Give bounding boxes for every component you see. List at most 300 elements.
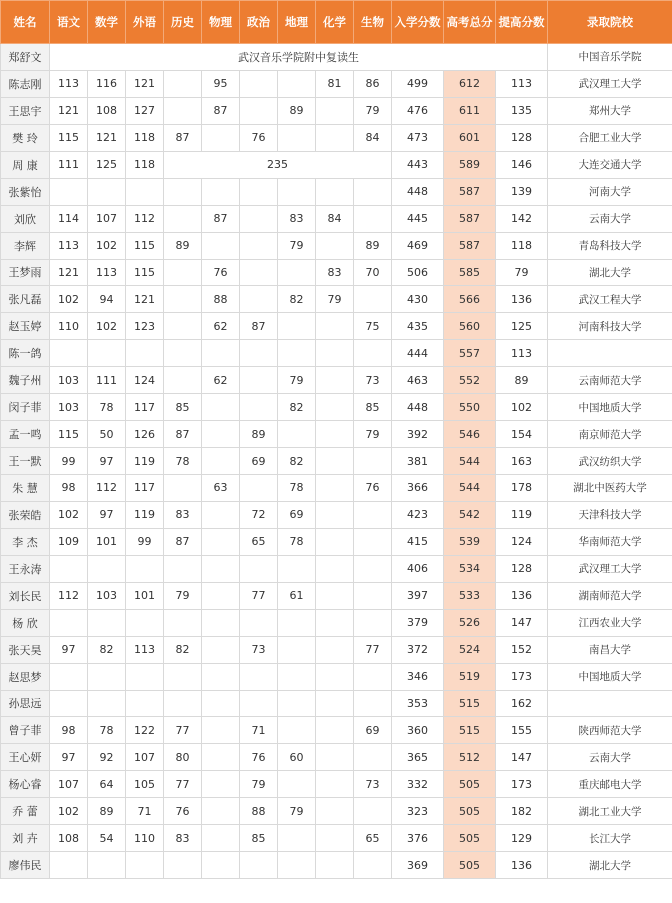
score-chemistry [316, 367, 354, 394]
gaokao-total: 550 [444, 394, 496, 421]
entry-score: 346 [392, 663, 444, 690]
score-foreign: 127 [126, 97, 164, 124]
entry-score: 406 [392, 555, 444, 582]
score-geography: 79 [278, 798, 316, 825]
score-chinese: 115 [50, 421, 88, 448]
score-chinese: 113 [50, 232, 88, 259]
header-chinese: 语文 [50, 1, 88, 44]
admitted-school: 陕西师范大学 [548, 717, 672, 744]
score-foreign [126, 178, 164, 205]
entry-score: 323 [392, 798, 444, 825]
gaokao-total: 505 [444, 798, 496, 825]
score-math: 97 [88, 448, 126, 475]
score-chemistry [316, 798, 354, 825]
score-history: 77 [164, 771, 202, 798]
score-biology [354, 582, 392, 609]
improvement-score: 163 [496, 448, 548, 475]
score-math: 94 [88, 286, 126, 313]
score-politics: 89 [240, 421, 278, 448]
student-name: 王永涛 [1, 555, 50, 582]
entry-score: 353 [392, 690, 444, 717]
score-history: 82 [164, 636, 202, 663]
score-chinese [50, 663, 88, 690]
score-math: 64 [88, 771, 126, 798]
score-foreign: 110 [126, 825, 164, 852]
gaokao-total: 611 [444, 97, 496, 124]
score-physics: 76 [202, 259, 240, 286]
improvement-score: 173 [496, 771, 548, 798]
score-chemistry [316, 852, 354, 879]
student-name: 赵思梦 [1, 663, 50, 690]
entry-score: 376 [392, 825, 444, 852]
student-name: 张紫怡 [1, 178, 50, 205]
score-politics [240, 555, 278, 582]
gaokao-total: 587 [444, 232, 496, 259]
table-row [1, 582, 672, 609]
header-admitted-school: 录取院校 [548, 1, 672, 44]
score-chinese [50, 609, 88, 636]
score-chinese: 110 [50, 313, 88, 340]
score-chemistry [316, 555, 354, 582]
improvement-score: 173 [496, 663, 548, 690]
score-chemistry: 79 [316, 286, 354, 313]
score-biology: 86 [354, 70, 392, 97]
score-physics [202, 528, 240, 555]
score-physics: 88 [202, 286, 240, 313]
score-politics: 87 [240, 313, 278, 340]
score-geography [278, 70, 316, 97]
entry-score: 415 [392, 528, 444, 555]
score-geography: 78 [278, 528, 316, 555]
score-chemistry [316, 448, 354, 475]
score-biology: 79 [354, 97, 392, 124]
score-chemistry [316, 501, 354, 528]
score-math: 113 [88, 259, 126, 286]
score-chemistry [316, 690, 354, 717]
student-name: 朱 慧 [1, 475, 50, 502]
score-biology: 75 [354, 313, 392, 340]
table-row [1, 528, 672, 555]
gaokao-total: 505 [444, 825, 496, 852]
score-biology [354, 286, 392, 313]
score-politics [240, 205, 278, 232]
score-foreign [126, 663, 164, 690]
score-physics [202, 663, 240, 690]
score-chinese: 109 [50, 528, 88, 555]
score-foreign: 123 [126, 313, 164, 340]
student-name: 张荣皓 [1, 501, 50, 528]
score-politics [240, 259, 278, 286]
score-politics [240, 178, 278, 205]
score-biology: 73 [354, 367, 392, 394]
score-history [164, 205, 202, 232]
score-politics [240, 852, 278, 879]
improvement-score: 182 [496, 798, 548, 825]
score-geography: 82 [278, 448, 316, 475]
score-biology: 65 [354, 825, 392, 852]
admitted-school: 河南科技大学 [548, 313, 672, 340]
table-row [1, 124, 672, 151]
improvement-score: 79 [496, 259, 548, 286]
score-foreign: 121 [126, 70, 164, 97]
score-foreign: 107 [126, 744, 164, 771]
gaokao-total: 546 [444, 421, 496, 448]
score-chemistry [316, 636, 354, 663]
score-biology [354, 555, 392, 582]
score-physics [202, 690, 240, 717]
score-foreign: 115 [126, 232, 164, 259]
score-math: 108 [88, 97, 126, 124]
score-history: 83 [164, 501, 202, 528]
score-geography: 60 [278, 744, 316, 771]
score-geography [278, 717, 316, 744]
score-chemistry [316, 825, 354, 852]
score-chemistry [316, 421, 354, 448]
score-history: 78 [164, 448, 202, 475]
header-improvement: 提高分数 [496, 1, 548, 44]
score-chemistry [316, 340, 354, 367]
gaokao-total: 512 [444, 744, 496, 771]
score-foreign: 122 [126, 717, 164, 744]
student-name: 孟一鸣 [1, 421, 50, 448]
student-name: 陈志刚 [1, 70, 50, 97]
score-chemistry [316, 528, 354, 555]
gaokao-total: 544 [444, 448, 496, 475]
score-physics [202, 609, 240, 636]
gaokao-total: 526 [444, 609, 496, 636]
score-biology: 77 [354, 636, 392, 663]
score-politics: 88 [240, 798, 278, 825]
score-foreign: 118 [126, 151, 164, 178]
admitted-school: 武汉纺织大学 [548, 448, 672, 475]
gaokao-total: 534 [444, 555, 496, 582]
repeat-student-note: 武汉音乐学院附中复读生 [50, 44, 548, 71]
score-politics [240, 394, 278, 421]
score-foreign: 99 [126, 528, 164, 555]
score-math: 121 [88, 124, 126, 151]
score-math: 54 [88, 825, 126, 852]
score-politics: 77 [240, 582, 278, 609]
admitted-school: 南京师范大学 [548, 421, 672, 448]
score-math: 112 [88, 475, 126, 502]
table-row [1, 44, 672, 71]
student-name: 周 康 [1, 151, 50, 178]
score-physics [202, 394, 240, 421]
score-geography [278, 178, 316, 205]
score-geography: 79 [278, 367, 316, 394]
student-name: 张凡磊 [1, 286, 50, 313]
gaokao-total: 542 [444, 501, 496, 528]
score-history: 76 [164, 798, 202, 825]
score-chinese: 103 [50, 394, 88, 421]
score-chinese: 99 [50, 448, 88, 475]
entry-score: 397 [392, 582, 444, 609]
table-row [1, 663, 672, 690]
student-name: 陈一鸽 [1, 340, 50, 367]
entry-score: 469 [392, 232, 444, 259]
score-chemistry: 83 [316, 259, 354, 286]
student-name: 郑舒文 [1, 44, 50, 71]
score-history: 89 [164, 232, 202, 259]
gaokao-total: 601 [444, 124, 496, 151]
admitted-school [548, 340, 672, 367]
score-history: 87 [164, 421, 202, 448]
header-physics: 物理 [202, 1, 240, 44]
score-history: 83 [164, 825, 202, 852]
score-chinese: 97 [50, 744, 88, 771]
gaokao-total: 585 [444, 259, 496, 286]
gaokao-total: 587 [444, 205, 496, 232]
score-history [164, 70, 202, 97]
score-chemistry [316, 663, 354, 690]
score-history [164, 340, 202, 367]
header-biology: 生物 [354, 1, 392, 44]
score-physics [202, 771, 240, 798]
score-biology [354, 663, 392, 690]
score-chinese: 112 [50, 582, 88, 609]
score-math: 78 [88, 717, 126, 744]
improvement-score: 139 [496, 178, 548, 205]
score-math: 116 [88, 70, 126, 97]
student-name: 樊 玲 [1, 124, 50, 151]
entry-score: 366 [392, 475, 444, 502]
score-physics: 95 [202, 70, 240, 97]
score-history [164, 259, 202, 286]
student-name: 刘长民 [1, 582, 50, 609]
student-name: 王梦雨 [1, 259, 50, 286]
entry-score: 445 [392, 205, 444, 232]
score-geography: 82 [278, 394, 316, 421]
score-math [88, 663, 126, 690]
score-foreign: 124 [126, 367, 164, 394]
header-history: 历史 [164, 1, 202, 44]
score-foreign: 119 [126, 448, 164, 475]
student-name: 张天昊 [1, 636, 50, 663]
score-biology [354, 690, 392, 717]
entry-score: 423 [392, 501, 444, 528]
score-geography: 89 [278, 97, 316, 124]
score-foreign [126, 690, 164, 717]
student-name: 刘欣 [1, 205, 50, 232]
table-body [1, 44, 672, 879]
entry-score: 379 [392, 609, 444, 636]
gaokao-total: 524 [444, 636, 496, 663]
score-biology [354, 501, 392, 528]
admitted-school: 重庆邮电大学 [548, 771, 672, 798]
score-politics: 76 [240, 744, 278, 771]
gaokao-total: 557 [444, 340, 496, 367]
gaokao-total: 566 [444, 286, 496, 313]
gaokao-total: 552 [444, 367, 496, 394]
score-math [88, 178, 126, 205]
score-biology: 89 [354, 232, 392, 259]
score-foreign: 113 [126, 636, 164, 663]
score-politics [240, 97, 278, 124]
entry-score: 365 [392, 744, 444, 771]
entry-score: 435 [392, 313, 444, 340]
score-geography [278, 555, 316, 582]
score-history: 87 [164, 528, 202, 555]
admitted-school: 南昌大学 [548, 636, 672, 663]
table-row [1, 232, 672, 259]
score-geography [278, 421, 316, 448]
score-foreign [126, 609, 164, 636]
entry-score: 444 [392, 340, 444, 367]
score-history [164, 286, 202, 313]
gaokao-total: 612 [444, 70, 496, 97]
header-chemistry: 化学 [316, 1, 354, 44]
score-chemistry [316, 717, 354, 744]
score-chinese: 102 [50, 286, 88, 313]
student-name: 魏子州 [1, 367, 50, 394]
score-biology: 84 [354, 124, 392, 151]
improvement-score: 128 [496, 124, 548, 151]
score-foreign: 117 [126, 394, 164, 421]
score-chemistry [316, 582, 354, 609]
score-physics: 87 [202, 205, 240, 232]
admitted-school: 大连交通大学 [548, 151, 672, 178]
score-geography [278, 313, 316, 340]
improvement-score: 155 [496, 717, 548, 744]
admitted-school: 中国音乐学院 [548, 44, 672, 71]
score-biology [354, 744, 392, 771]
score-math: 97 [88, 501, 126, 528]
table-row [1, 70, 672, 97]
score-geography [278, 771, 316, 798]
score-physics [202, 798, 240, 825]
score-math [88, 690, 126, 717]
entry-score: 360 [392, 717, 444, 744]
score-history: 77 [164, 717, 202, 744]
score-history [164, 97, 202, 124]
score-chemistry [316, 313, 354, 340]
improvement-score: 135 [496, 97, 548, 124]
score-chinese: 107 [50, 771, 88, 798]
score-chinese: 102 [50, 798, 88, 825]
score-chinese: 114 [50, 205, 88, 232]
table-row [1, 475, 672, 502]
score-politics [240, 609, 278, 636]
admitted-school: 湖北工业大学 [548, 798, 672, 825]
improvement-score: 142 [496, 205, 548, 232]
gaokao-total: 515 [444, 690, 496, 717]
score-math: 125 [88, 151, 126, 178]
improvement-score: 129 [496, 825, 548, 852]
admitted-school: 湖北大学 [548, 259, 672, 286]
score-physics [202, 555, 240, 582]
score-history [164, 690, 202, 717]
score-biology: 69 [354, 717, 392, 744]
admitted-school: 武汉工程大学 [548, 286, 672, 313]
score-politics [240, 663, 278, 690]
score-history: 85 [164, 394, 202, 421]
table-row [1, 151, 672, 178]
score-geography: 61 [278, 582, 316, 609]
table-row [1, 97, 672, 124]
score-math [88, 852, 126, 879]
score-politics: 79 [240, 771, 278, 798]
improvement-score: 162 [496, 690, 548, 717]
entry-score: 430 [392, 286, 444, 313]
student-name: 杨心睿 [1, 771, 50, 798]
admitted-school: 湖北大学 [548, 852, 672, 879]
score-foreign: 117 [126, 475, 164, 502]
score-chemistry [316, 178, 354, 205]
entry-score: 448 [392, 394, 444, 421]
score-biology [354, 448, 392, 475]
admitted-school: 云南大学 [548, 744, 672, 771]
improvement-score: 146 [496, 151, 548, 178]
score-chinese: 108 [50, 825, 88, 852]
admitted-school: 云南师范大学 [548, 367, 672, 394]
score-math: 101 [88, 528, 126, 555]
score-biology [354, 798, 392, 825]
entry-score: 463 [392, 367, 444, 394]
improvement-score: 154 [496, 421, 548, 448]
score-math: 111 [88, 367, 126, 394]
table-row [1, 259, 672, 286]
admitted-school: 江西农业大学 [548, 609, 672, 636]
score-politics: 76 [240, 124, 278, 151]
score-physics [202, 636, 240, 663]
gaokao-total: 533 [444, 582, 496, 609]
score-geography [278, 690, 316, 717]
improvement-score: 152 [496, 636, 548, 663]
score-chinese: 102 [50, 501, 88, 528]
score-chemistry [316, 97, 354, 124]
entry-score: 506 [392, 259, 444, 286]
table-row [1, 771, 672, 798]
score-chinese: 115 [50, 124, 88, 151]
header-politics: 政治 [240, 1, 278, 44]
score-physics: 62 [202, 313, 240, 340]
score-physics [202, 501, 240, 528]
score-chemistry [316, 744, 354, 771]
score-math: 92 [88, 744, 126, 771]
score-math: 78 [88, 394, 126, 421]
score-math: 107 [88, 205, 126, 232]
score-history [164, 852, 202, 879]
admitted-school: 湖南师范大学 [548, 582, 672, 609]
score-foreign [126, 340, 164, 367]
score-foreign: 126 [126, 421, 164, 448]
admitted-school: 合肥工业大学 [548, 124, 672, 151]
score-physics [202, 421, 240, 448]
score-history [164, 367, 202, 394]
score-geography: 82 [278, 286, 316, 313]
gaokao-total: 539 [444, 528, 496, 555]
entry-score: 473 [392, 124, 444, 151]
score-politics: 69 [240, 448, 278, 475]
table-row [1, 205, 672, 232]
table-row [1, 609, 672, 636]
table-row [1, 313, 672, 340]
score-chemistry [316, 609, 354, 636]
improvement-score: 113 [496, 340, 548, 367]
improvement-score: 178 [496, 475, 548, 502]
score-biology [354, 205, 392, 232]
score-chemistry [316, 475, 354, 502]
score-history [164, 178, 202, 205]
score-foreign: 119 [126, 501, 164, 528]
score-politics [240, 367, 278, 394]
score-history [164, 663, 202, 690]
gaokao-total: 505 [444, 852, 496, 879]
score-chinese [50, 852, 88, 879]
table-row [1, 286, 672, 313]
header-entry-score: 入学分数 [392, 1, 444, 44]
score-foreign: 112 [126, 205, 164, 232]
